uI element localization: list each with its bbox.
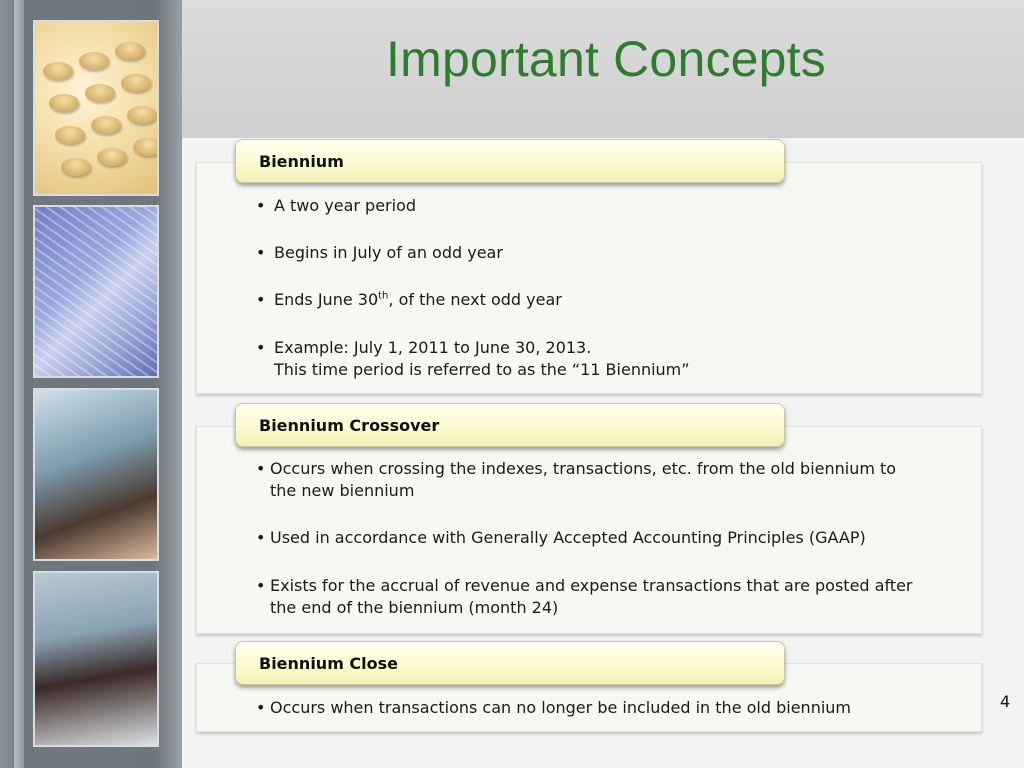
document-texture (35, 207, 157, 376)
bullet-text: Used in accordance with Generally Accepted Accounting Principles (GAAP) (270, 528, 866, 547)
biennium-heading: Biennium (235, 139, 785, 183)
list-item (256, 337, 690, 381)
photo-strip (0, 0, 182, 768)
bullet-text: Example: July 1, 2011 to June 30, 2013. (274, 338, 592, 357)
business-meeting-photo (33, 388, 159, 561)
woman-at-laptop-photo (33, 571, 159, 747)
bullet-icon: • (256, 338, 266, 357)
bullet-icon: • (256, 698, 266, 717)
bullet-continuation: This time period is referred to as the “11 Biennium” (274, 360, 690, 379)
bullet-text: Occurs when crossing the indexes, transactions, etc. from the old biennium to (270, 459, 897, 478)
calculator-photo (33, 20, 159, 196)
bullet-icon: • (256, 459, 266, 478)
list-item (256, 697, 851, 719)
bullet-text: A two year period (274, 196, 417, 215)
bullet-text: Begins in July of an odd year (274, 243, 503, 262)
slide-title: Important Concepts (386, 31, 826, 87)
bullet-text-after: , of the next odd year (388, 290, 562, 309)
bullet-icon: • (256, 243, 266, 262)
list-item (256, 527, 866, 549)
bullet-icon: • (256, 196, 266, 215)
biennium-crossover-heading: Biennium Crossover (235, 403, 785, 447)
bullet-text: Occurs when transactions can no longer be included in the old biennium (270, 698, 851, 717)
bullet-continuation: the new biennium (270, 481, 415, 500)
document-photo (33, 205, 159, 378)
bullet-continuation: the end of the biennium (month 24) (270, 598, 559, 617)
bullet-icon: • (256, 528, 266, 547)
bullet-icon: • (256, 576, 266, 595)
bullet-text: Exists for the accrual of revenue and expense transactions that are posted after (270, 576, 913, 595)
page-number: 4 (1000, 692, 1011, 711)
biennium-close-heading: Biennium Close (235, 641, 785, 685)
list-item (256, 458, 896, 502)
list-item (256, 289, 562, 311)
bullet-text: Ends June 30 (274, 290, 379, 309)
bullet-icon: • (256, 290, 266, 309)
list-item (256, 195, 416, 217)
strip-rail (14, 0, 24, 768)
list-item (256, 575, 913, 619)
list-item (256, 242, 503, 264)
bullet-superscript: th (378, 290, 389, 302)
